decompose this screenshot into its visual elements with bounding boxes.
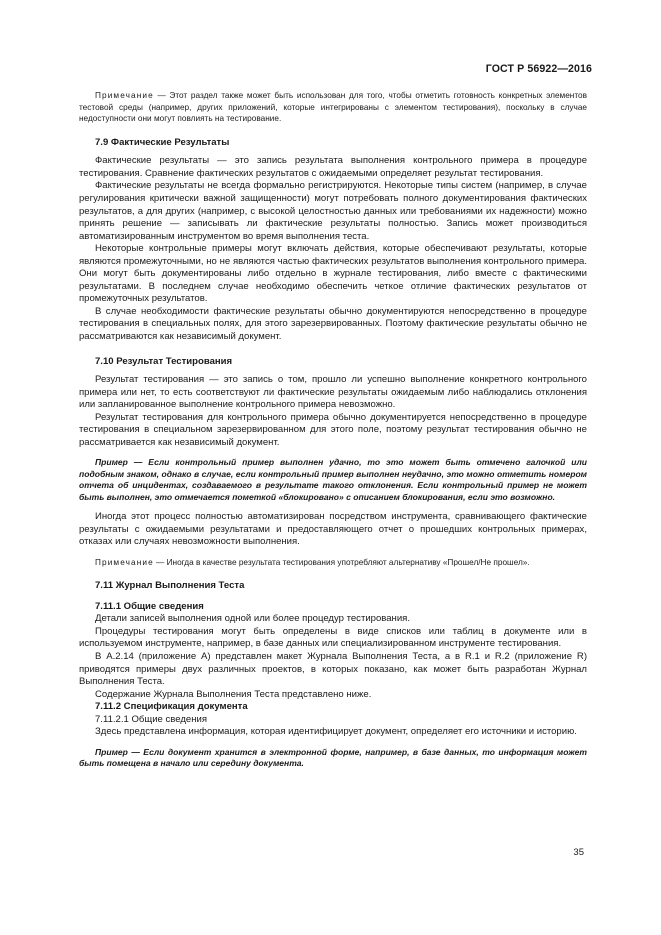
subsection-heading-7-11-2-1: 7.11.2.1 Общие сведения — [95, 713, 207, 725]
paragraph: Здесь представлена информация, которая идентифицирует документ, определяет его источники и историю. — [95, 726, 577, 738]
paragraph: Фактические результаты не всегда формально регистрируются. Некоторые типы систем (например, в случае регулирования критически важной защищенности) могут потребовать полного документирования фактических результатов, а для других (например, с высокой целостностью данных или требованиями их надежности) можно принять решение — записывать ли фактические результаты полностью. Запись может производиться автоматизированным инструментом во время выполнения теста. — [79, 180, 587, 242]
paragraph: В случае необходимости фактические результаты обычно документируются непосредственно в процедуре тестирования в специальных полях, для этого зарезервированных. Поэтому фактические результаты обычно не рассматриваются как независимый документ. — [79, 305, 587, 342]
paragraph: Иногда этот процесс полностью автоматизирован посредством инструмента, сравнивающего фактические результаты с ожидаемыми результатами и предоставляющего отчет о прошедших контрольных примерах, отказах или случаях невозможности выполнения. — [79, 510, 587, 548]
section-heading-7-10: 7.10 Результат Тестирования — [95, 355, 233, 367]
paragraph: В А.2.14 (приложение А) представлен макет Журнала Выполнения Теста, а в R.1 и R.2 (приложение R) приводятся примеры двух различных проектов, в которых показано, как может быть разработан Журнал Выполнения Теста. — [79, 650, 587, 688]
note-label: Примечание — [95, 557, 154, 567]
standard-number: ГОСТ Р 56922—2016 — [485, 63, 592, 75]
page-content — [79, 90, 587, 770]
example-paragraph: Пример — Если контрольный пример выполнен удачно, то это может быть отмечено галочкой или подобным знаком, однако в случае, если контрольный пример выполнен неудачно, это можно отметить номером отчета об инцидентах, создаваемого в результате такого отклонения. Если контрольный пример не может быть выполнен, это отмечается пометкой «блокировано» с описанием блокирования, если это возможно. — [79, 457, 587, 502]
example-paragraph: Пример — Если документ хранится в электронной форме, например, в базе данных, то информация может быть помещена в начало или середину документа. — [79, 746, 587, 769]
paragraph: Процедуры тестирования могут быть определены в виде списков или таблиц в документе или в используемом инструменте, например, в базе данных или специализированном инструменте тестирования. — [79, 625, 587, 650]
paragraph: Детали записей выполнения одной или более процедур тестирования. — [95, 613, 410, 625]
note-text: — Этот раздел также может быть использован для того, чтобы отметить готовность конкретных элементов тестовой среды (например, других приложений, которые интегрированы с элементом тестирования), поскольку в случае недоступности они могут повлиять на тестирование. — [79, 91, 587, 124]
section-heading-7-11: 7.11 Журнал Выполнения Теста — [95, 580, 245, 592]
page-number: 35 — [573, 847, 584, 858]
note-text: — Иногда в качестве результата тестирования употребляют альтернативу «Прошел/Не прошел». — [153, 557, 530, 567]
paragraph: Фактические результаты — это запись результата выполнения контрольного примера в процедуре тестирования. Сравнение фактических результатов с ожидаемыми определяет результат тестирования. — [79, 155, 587, 179]
paragraph: Некоторые контрольные примеры могут включать действия, которые обеспечивают результаты, которые являются промежуточными, но не являются частью фактических результатов выполнения контрольного примера. Они могут быть документированы либо отдельно в журнале тестирования, либо вместе с фактическими результатами. В последнем случае необходимо обеспечить четкое отличие фактических результатов от промежуточных результатов. — [79, 243, 587, 305]
subsection-heading-7-11-1: 7.11.1 Общие сведения — [95, 600, 204, 612]
paragraph: Результат тестирования для контрольного примера обычно документируется непосредственно в процедуре тестирования в специальном зарезервированном для этого поле, поэтому результат тестирования обычно не рассматривается как независимый документ. — [79, 411, 587, 448]
note-paragraph — [79, 90, 587, 125]
section-heading-7-9: 7.9 Фактические Результаты — [95, 136, 230, 148]
note-paragraph — [79, 557, 587, 569]
paragraph: Содержание Журнала Выполнения Теста представлено ниже. — [95, 688, 372, 700]
subsection-heading-7-11-2: 7.11.2 Спецификация документа — [95, 701, 248, 713]
paragraph: Результат тестирования — это запись о том, прошло ли успешно выполнение конкретного контрольного примера или нет, то есть соответствуют ли фактические результаты ожидаемым либо наблюдались отклонения или запланированное выполнение контрольного примера невозможно. — [79, 374, 587, 411]
note-label: Примечание — [95, 91, 154, 100]
